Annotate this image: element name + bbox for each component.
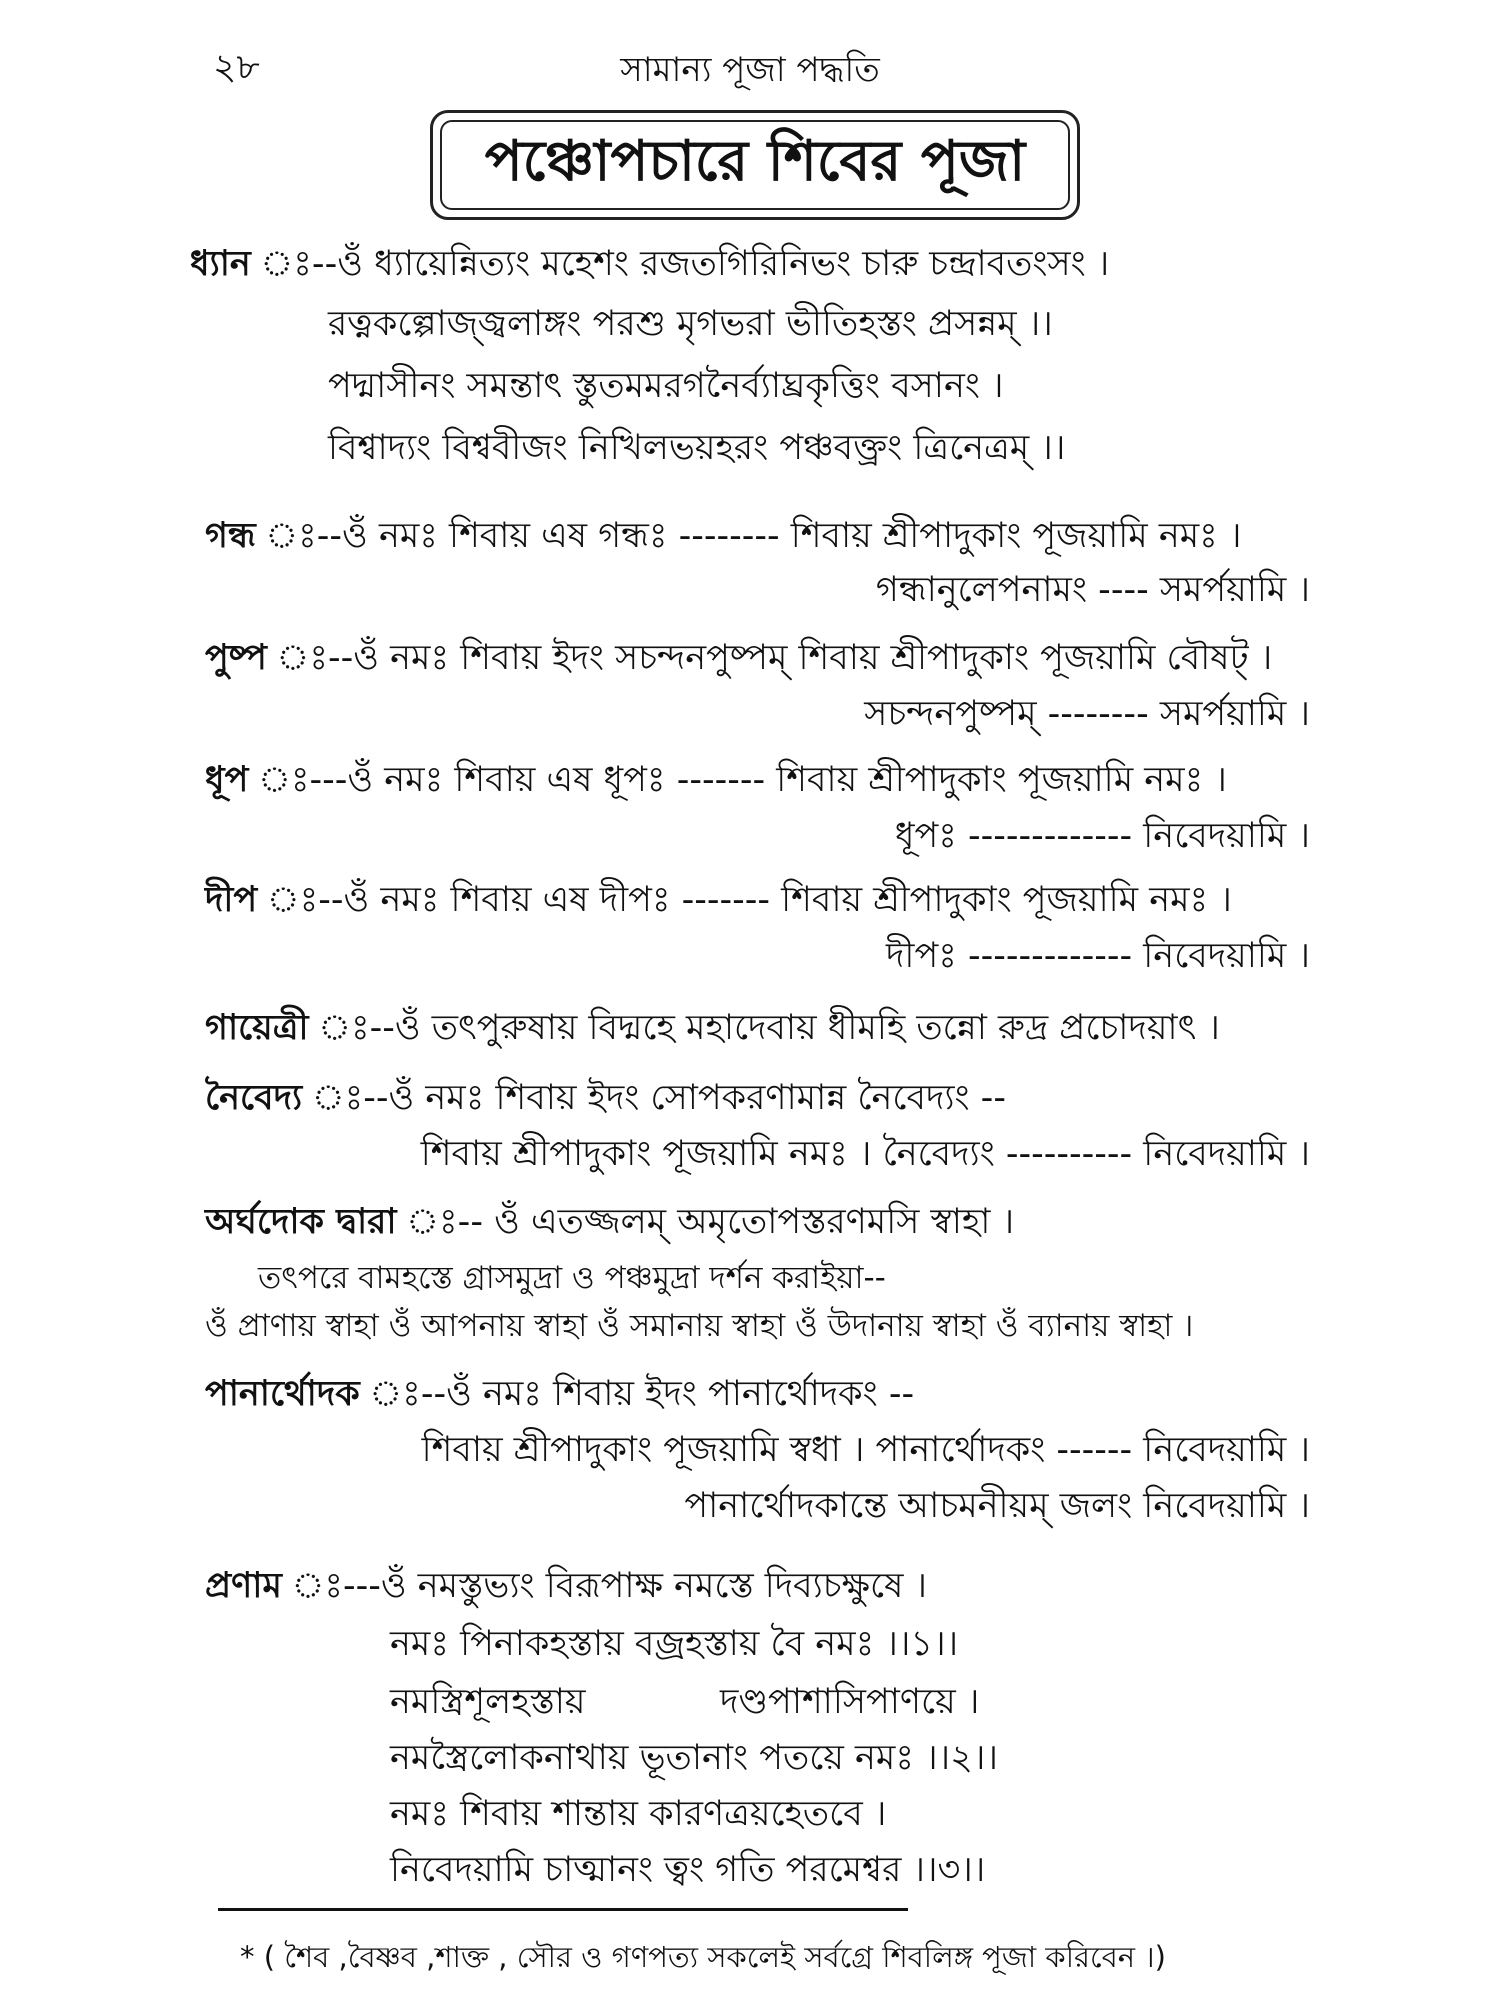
running-title: সামান্য পূজা পদ্ধতি [620,50,880,90]
naivedya-line-2: শিবায় শ্রীপাদুকাং পূজয়ামি নমঃ । নৈবেদ্যং ---------- নিবেদয়ামি । [420,1134,1310,1174]
dhupa-label: ধূপ [205,760,249,800]
pushpa-line-2: সচন্দনপুষ্পম্ -------- সমর্পয়ামি । [864,694,1310,734]
naivedya-label: নৈবেদ্য [205,1078,303,1118]
pranama-line-2: নমঃ পিনাকহস্তায় বজ্রহস্তায় বৈ নমঃ ।।১।। [390,1624,959,1664]
dipa-line-2: দীপঃ ------------- নিবেদয়ামি । [886,936,1310,976]
section-title-box [430,110,1080,220]
naivedya-line-1: নৈবেদ্য ঃ--ওঁ নমঃ শিবায় ইদং সোপকরণামান্ন নৈবেদ্যং -- [205,1078,1006,1118]
footnote: * ( শৈব ,বৈষ্ণব ,শাক্ত , সৌর ও গণপত্য সকলেই সর্বগ্রে শিবলিঙ্গ পূজা করিবেন ।) [240,1940,1166,1974]
arghya-line-3: ওঁ প্রাণায় স্বাহা ওঁ আপনায় স্বাহা ওঁ সমানায় স্বাহা ওঁ উদানায় স্বাহা ওঁ ব্যানায় স্বাহা । [205,1308,1194,1344]
pranama-line-5: নমঃ শিবায় শান্তায় কারণত্রয়হেতবে । [390,1794,887,1834]
pranama-line-1: প্রণাম ঃ---ওঁ নমস্তুভ্যং বিরূপাক্ষ নমস্তে দিব্যচক্ষুষে । [205,1566,928,1606]
section-title: পঞ্চোপচারে শিবের পূজা [440,120,1070,210]
gandha-label: গন্ধ [205,516,256,556]
dipa-line-1: দীপ ঃ--ওঁ নমঃ শিবায় এষ দীপঃ ------- শিবায় শ্রীপাদুকাং পূজয়ামি নমঃ । [205,880,1232,920]
panarthodaka-line-2: শিবায় শ্রীপাদুকাং পূজয়ামি স্বধা । পানার্থোদকং ------ নিবেদয়ামি । [421,1430,1310,1470]
pranama-label: প্রণাম [205,1566,282,1606]
footnote-rule [218,1908,908,1911]
dhyana-line-2: রত্নকল্পোজ্জ্বলাঙ্গং পরশু মৃগভরা ভীতিহস্তং প্রসন্নম্ ।। [328,304,1053,344]
gayatri-line: গায়েত্রী ঃ--ওঁ তৎপুরুষায় বিদ্মহে মহাদেবায় ধীমহি তন্নো রুদ্র প্রচোদয়াৎ । [205,1008,1220,1048]
arghya-line-2: তৎপরে বামহস্তে গ্রাসমুদ্রা ও পঞ্চমুদ্রা দর্শন করাইয়া-- [258,1260,886,1296]
dhyana-line-1: ধ্যান ঃ--ওঁ ধ্যায়েন্নিত্যং মহেশং রজতগিরিনিভং চারু চন্দ্রাবতংসং । [190,244,1110,284]
pranama-line-3a: নমস্ত্রিশূলহস্তায় [390,1682,586,1722]
pushpa-line-1: পুষ্প ঃ--ওঁ নমঃ শিবায় ইদং সচন্দনপুষ্পম্ শিবায় শ্রীপাদুকাং পূজয়ামি বৌষট্ । [205,638,1273,678]
arghya-line-1: অর্ঘদোক দ্বারা ঃ-- ওঁ এতজ্জলম্ অমৃতোপস্তরণমসি স্বাহা । [205,1202,1015,1242]
gandha-line-2: গন্ধানুলেপনামং ---- সমর্পয়ামি । [875,570,1310,610]
arghya-label: অর্ঘদোক দ্বারা [205,1202,397,1242]
panarthodaka-line-3: পানার্থোদকান্তে আচমনীয়ম্ জলং নিবেদয়ামি । [684,1486,1310,1526]
pranama-line-3b: দণ্ডপাশাসিপাণয়ে । [720,1682,980,1722]
pranama-line-6: নিবেদয়ামি চাত্মানং ত্বং গতি পরমেশ্বর ।।৩।। [390,1850,986,1890]
gandha-line-1: গন্ধ ঃ--ওঁ নমঃ শিবায় এষ গন্ধঃ -------- শিবায় শ্রীপাদুকাং পূজয়ামি নমঃ । [205,516,1242,556]
panarthodaka-label: পানার্থোদক [205,1374,360,1414]
gayatri-label: গায়েত্রী [205,1008,309,1048]
pranama-line-4: নমস্ত্রৈলোকনাথায় ভূতানাং পতয়ে নমঃ ।।২।। [390,1738,998,1778]
dhupa-line-2: ধূপঃ ------------- নিবেদয়ামি । [894,816,1310,856]
dipa-label: দীপ [205,880,258,920]
dhyana-label: ধ্যান [190,244,251,284]
dhyana-line-3: পদ্মাসীনং সমন্তাৎ স্তুতমমরগনৈর্ব্যাঘ্রকৃত্তিং বসানং । [328,366,1004,406]
page-number: ২৮ [213,47,260,88]
panarthodaka-line-1: পানার্থোদক ঃ--ওঁ নমঃ শিবায় ইদং পানার্থোদকং -- [205,1374,915,1414]
dhyana-line-4: বিশ্বাদ্যং বিশ্ববীজং নিখিলভয়হরং পঞ্চবক্ত্রং ত্রিনেত্রম্ ।। [328,428,1066,468]
dhupa-line-1: ধূপ ঃ---ওঁ নমঃ শিবায় এষ ধূপঃ ------- শিবায় শ্রীপাদুকাং পূজয়ামি নমঃ । [205,760,1227,800]
pushpa-label: পুষ্প [205,638,267,678]
